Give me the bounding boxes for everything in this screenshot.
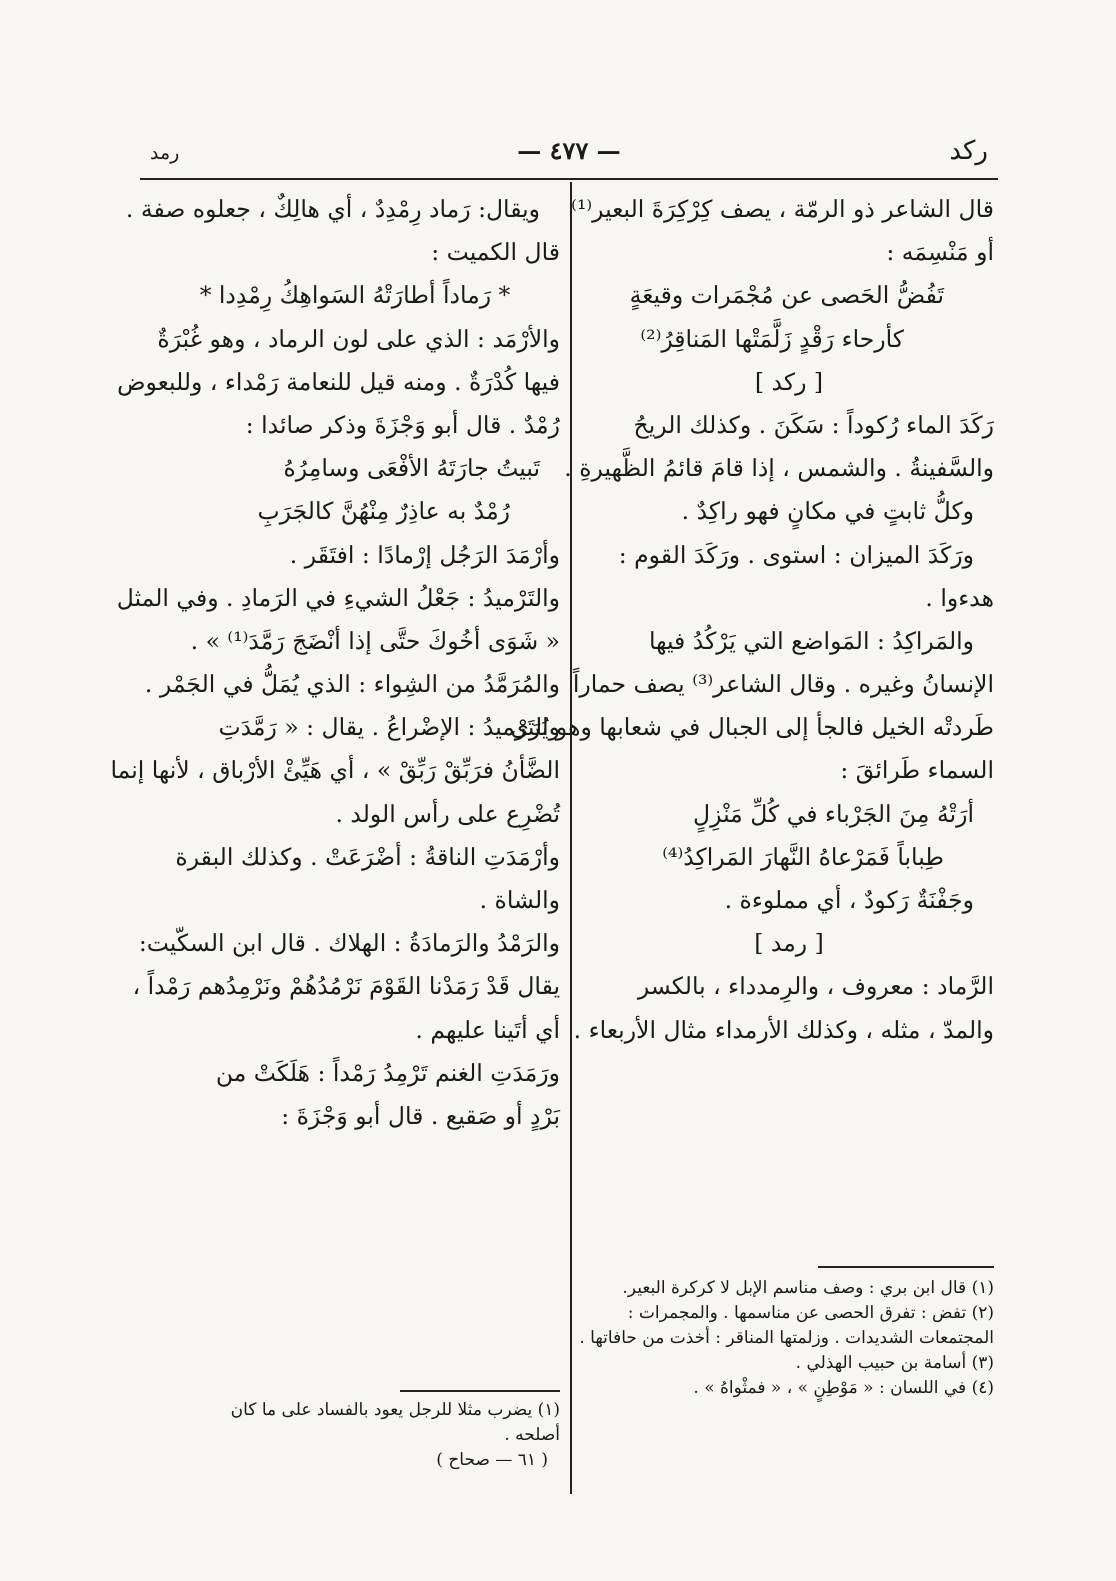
- text-line: ورَكَدَ الميزان : استوى . ورَكَدَ القوم :: [618, 540, 974, 569]
- footnote-rule-left: [400, 1390, 560, 1392]
- text-line: « شَوَى أخُوكَ حتَّى إذا أنْضَجَ رَمَّدَ⁽¹⁾ » .: [190, 626, 560, 655]
- signature-mark: ( ٦١ — صحاح ): [436, 1450, 548, 1470]
- text-line: والتَرْميدُ : جَعْلُ الشيءِ في الرَمادِ . وفي المثل: [116, 583, 560, 612]
- text-line: ورَمَدَتِ الغنم تَرْمِدُ رَمْداً : هَلَكَتْ من: [215, 1058, 560, 1087]
- verse-line: تَفُضُّ الحَصى عن مُجْمَرات وقيعَةٍ: [629, 281, 944, 310]
- text-line: فيها كُدْرَةٌ . ومنه قيل للنعامة رَمْداء ، وللبعوض: [117, 367, 560, 396]
- text-line: والشاة .: [479, 886, 560, 914]
- verse-line: * رَماداً أطارَتْهُ السَواهِكُ رِمْدِدا *: [199, 281, 511, 310]
- left-column: [110, 188, 560, 1138]
- text-line: وأرْمَدَ الرَجُل إرْمادًا : افتَقَر .: [289, 540, 560, 569]
- text-line: أو مَنْسِمَه :: [886, 238, 994, 267]
- footnotes-right: [579, 1276, 994, 1401]
- text-line: رُمْدٌ . قال أبو وَجْزَةَ وذكر صائدا :: [245, 410, 560, 439]
- verse-line: رُمْدٌ به عاذِرٌ مِنْهُنَّ كالجَرَبِ: [257, 497, 510, 526]
- text-line: والتَرْميدُ : الإضْراعُ . يقال : « رَمَّدَتِ: [218, 713, 560, 742]
- text-line: هدءوا .: [925, 583, 994, 612]
- footnote-line: المجتمعات الشديدات . وزلمتها المناقر : أخذت من حافاتها .: [579, 1328, 994, 1348]
- header-left-word: رمد: [150, 142, 180, 164]
- footnote-line: (١) قال ابن بري : وصف مناسم الإبل لا كركرة البعير.: [622, 1278, 994, 1298]
- verse-line: كأرحاء رَقْدٍ زَلَّمَتْها المَناقِرُ⁽²⁾: [640, 324, 904, 353]
- page-header: [140, 136, 998, 176]
- section-heading-rkd: [ ركد ]: [754, 367, 824, 396]
- page-number: — ٤٧٧ —: [517, 136, 621, 165]
- footnote-line: (٣) أسامة بن حبيب الهذلي .: [795, 1353, 994, 1373]
- footnotes-left: [150, 1398, 560, 1473]
- header-right-word: ركد: [949, 136, 988, 166]
- text-line: السماء طَرائقَ :: [840, 756, 994, 785]
- footnote-line: أصلحه .: [504, 1425, 560, 1445]
- text-line: الإنسانُ وغيره . وقال الشاعر⁽³⁾ يصف حماراً: [572, 670, 994, 699]
- text-line: تُضْرِع على رأس الولد .: [335, 799, 560, 828]
- footnote-line: (٢) تفض : تفرق الحصى عن مناسمها . والمجمرات :: [627, 1303, 994, 1323]
- text-line: وجَفْنَةٌ رَكودٌ ، أي مملوءة .: [724, 886, 974, 914]
- footnote-line: (٤) في اللسان : « مَوْطِنٍ » ، « فمثْواهُ » .: [693, 1378, 994, 1398]
- text-line: والمَراكِدُ : المَواضع التي يَرْكُدُ فيها: [648, 626, 974, 655]
- verse-line: أرَتْهُ مِنَ الجَرْباء في كُلِّ مَنْزِلٍ: [693, 799, 974, 828]
- text-line: والمدّ ، مثله ، وكذلك الأرمداء مثال الأربعاء .: [573, 1015, 994, 1044]
- text-line: رَكَدَ الماء رُكوداً : سَكَنَ . وكذلك الريحُ: [633, 410, 994, 439]
- text-line: والمُرَمَّدُ من الشِواء : الذي يُمَلُّ في الجَمْر .: [144, 670, 560, 699]
- text-line: الرَّماد : معروف ، والرِمدداء ، بالكسر: [637, 972, 994, 1001]
- text-line: وأرْمَدَتِ الناقةُ : أضْرَعَتْ . وكذلك البقرة: [175, 842, 560, 871]
- text-line: ويقال: رَماد رِمْدِدٌ ، أي هالِكٌ ، جعلوه صفة .: [125, 195, 540, 223]
- text-line: والسَّفينةُ . والشمس ، إذا قامَ قائمُ الظَّهيرةِ .: [564, 454, 994, 483]
- text-line: أي أتَينا عليهم .: [415, 1015, 560, 1044]
- text-line: يقال قَدْ رَمَدْنا القَوْمَ نَرْمُدُهُمْ ونَرْمِدُهم رَمْداً ،: [132, 972, 560, 1001]
- text-line: طَردتْه الخيل فالجأ إلى الجبال في شعابها وهو يُرَى: [510, 713, 994, 742]
- column-divider: [570, 182, 572, 1494]
- text-line: قال الكميت :: [431, 238, 560, 267]
- footnote-line: (١) يضرب مثلا للرجل يعود بالفساد على ما كان: [230, 1400, 560, 1420]
- text-line: والرَمْدُ والرَمادَةُ : الهلاك . قال ابن السكّيت:: [138, 929, 560, 958]
- text-line: والأرْمَد : الذي على لون الرماد ، وهو غُبْرَةٌ: [157, 324, 560, 353]
- verse-line: تَبيتُ جارَتَهُ الأفْعَى وسامِرُهُ: [283, 454, 540, 483]
- verse-line: طِباباً فَمَرْعاهُ النَّهارَ المَراكِدُ⁽⁴⁾: [662, 842, 944, 871]
- text-line: بَرْدٍ أو صَقيع . قال أبو وَجْزَةَ :: [281, 1101, 560, 1130]
- header-rule: [140, 178, 998, 180]
- footnote-rule-right: [818, 1266, 994, 1268]
- text-line: وكلُّ ثابتٍ في مكانٍ فهو راكِدٌ .: [681, 497, 974, 526]
- text-line: قال الشاعر ذو الرمّة ، يصف كِرْكِرَةَ البعير⁽¹⁾: [571, 195, 994, 223]
- section-heading-rmd: [ رمد ]: [754, 929, 824, 958]
- text-line: الضَّأنُ فرَبِّقْ رَبِّقْ » ، أي هَيِّئْ الأرْباق ، لأنها إنما: [110, 756, 560, 785]
